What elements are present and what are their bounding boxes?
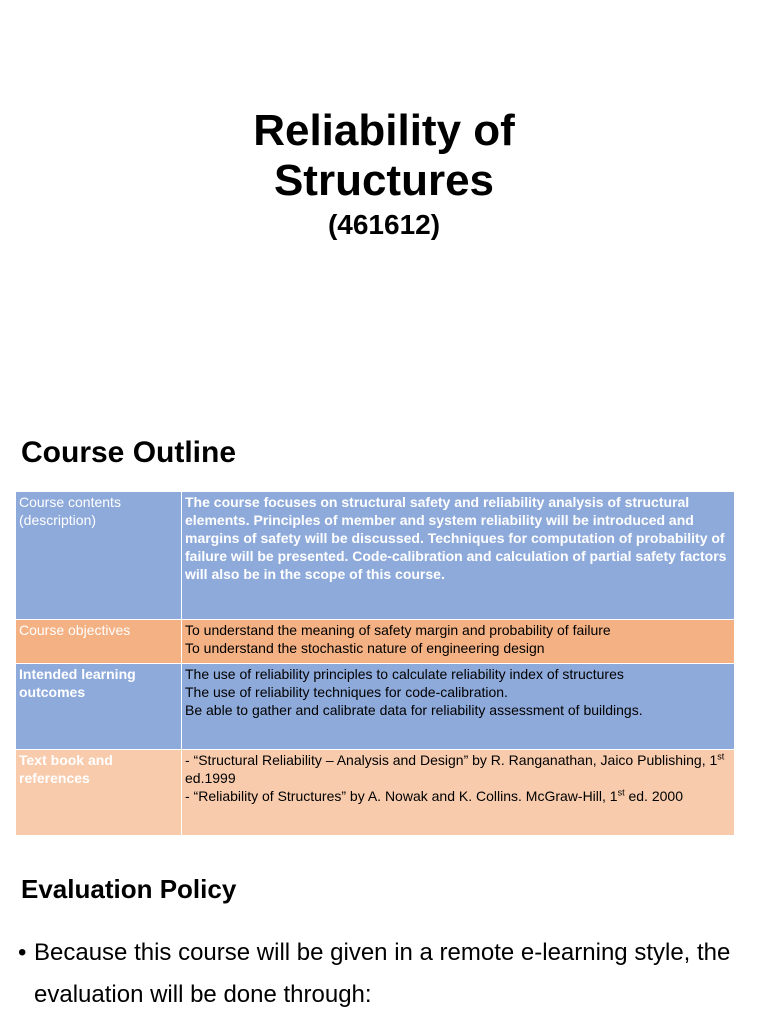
reference-2-superscript: st xyxy=(617,787,625,798)
row-content-course-objectives xyxy=(182,620,735,664)
row-content-text-book xyxy=(182,750,735,836)
course-code: (461612) xyxy=(327,209,441,240)
reference-2 xyxy=(185,787,731,805)
title-line-2: Structures xyxy=(273,156,495,205)
row-label-course-objectives: Course objectives xyxy=(16,620,182,664)
bullet-icon: • xyxy=(18,939,27,966)
title-line-1: Reliability of xyxy=(253,106,515,155)
evaluation-policy-heading: Evaluation Policy xyxy=(21,874,237,904)
reference-1-edition: ed.1999 xyxy=(185,770,236,786)
table-row xyxy=(16,620,735,664)
reference-1-superscript: st xyxy=(717,751,725,762)
table-row xyxy=(16,750,735,836)
course-outline-table xyxy=(15,491,735,836)
page-title xyxy=(0,106,768,206)
course-outline-heading: Course Outline xyxy=(21,436,237,469)
table-row xyxy=(16,492,735,620)
row-content-course-contents xyxy=(182,492,735,620)
content-line: The use of reliability techniques for code-calibration. xyxy=(185,684,508,700)
content-line: To understand the stochastic nature of engineering design xyxy=(185,640,545,656)
bullet-text: Because this course will be given in a remote e-learning style, the evaluation will be done through: xyxy=(34,939,731,1008)
content-line: The course focuses on structural safety and reliability analysis of structural elements. Principles of member and system reliability will be introduced and margins of safety will be discussed. Techniques for computation of probability of failure will be presented. Code-calibration and calculation of partial safety factors will also be in the scope of this course. xyxy=(185,494,727,582)
row-label-course-contents: Course contents (description) xyxy=(16,492,182,620)
reference-1 xyxy=(185,751,731,787)
reference-1-text: - “Structural Reliability – Analysis and Design” by R. Ranganathan, Jaico Publishing, 1 xyxy=(185,752,718,768)
content-line: Be able to gather and calibrate data for reliability assessment of buildings. xyxy=(185,702,643,718)
content-line: The use of reliability principles to calculate reliability index of structures xyxy=(185,666,624,682)
row-label-text-book: Text book and references xyxy=(16,750,182,836)
reference-2-edition: ed. 2000 xyxy=(624,788,683,804)
content-line: To understand the meaning of safety margin and probability of failure xyxy=(185,622,611,638)
row-label-learning-outcomes: Intended learning outcomes xyxy=(16,664,182,750)
reference-2-text: - “Reliability of Structures” by A. Nowak and K. Collins. McGraw-Hill, 1 xyxy=(185,788,618,804)
table-row xyxy=(16,664,735,750)
row-content-learning-outcomes xyxy=(182,664,735,750)
evaluation-bullet xyxy=(18,932,758,1016)
